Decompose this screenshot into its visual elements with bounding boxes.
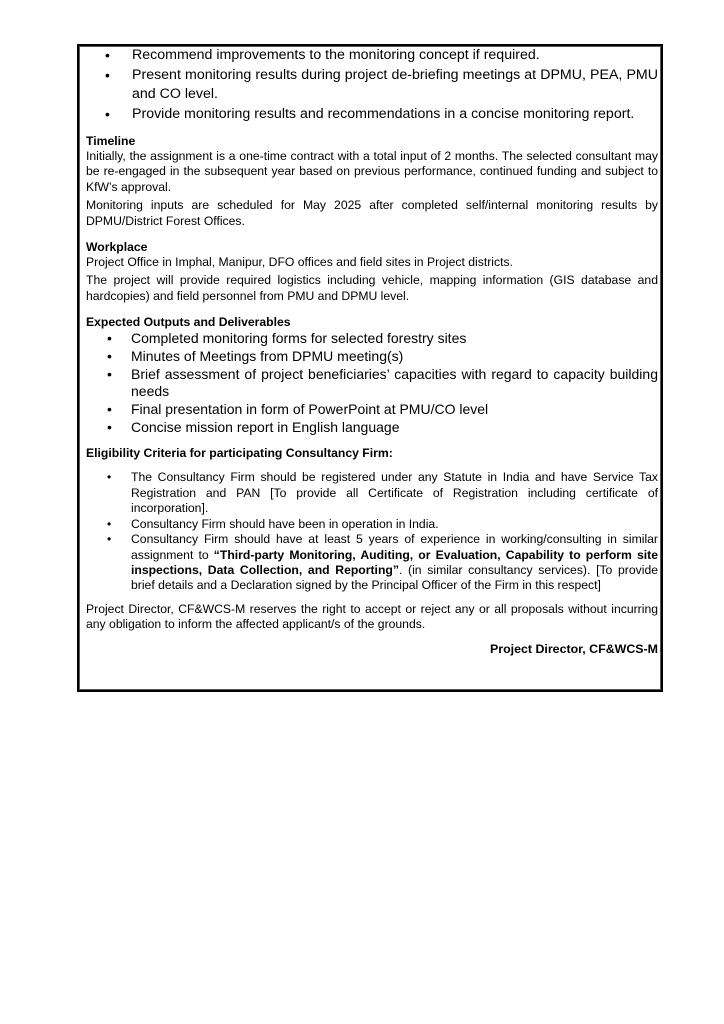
eligibility-item3-bold: “Third-party Monitoring, Auditing, or Evaluation, Capability to perform site inspections, Data Collection, and Reporting” (131, 547, 658, 577)
timeline-paragraph-1: Initially, the assignment is a one-time contract with a total input of 2 months. The selected consultant may be re-engaged in the subsequent year based on previous performance, continued funding and subject to KfW’s approval. (86, 149, 658, 194)
document-body (86, 46, 658, 657)
workplace-paragraph-2: The project will provide required logistics including vehicle, mapping information (GIS database and hardcopies) and field personnel from PMU and DPMU level. (86, 273, 658, 303)
list-item (131, 532, 658, 594)
list-item: • Consultancy Firm should have been in operation in India. (131, 517, 658, 532)
list-item: • Concise mission report in English language (131, 419, 658, 437)
list-item: • The Consultancy Firm should be registered under any Statute in India and have Service Tax Registration and PAN [To provide all Certificate of Registration including certificate of incorporation]. (131, 470, 658, 516)
section-heading-workplace: Workplace (86, 240, 148, 255)
list-item: • Minutes of Meetings from DPMU meeting(s) (131, 348, 658, 366)
list-item: • Brief assessment of project beneficiaries’ capacities with regard to capacity building needs (131, 366, 658, 401)
closing-paragraph: Project Director, CF&WCS-M reserves the right to accept or reject any or all proposals without incurring any obligation to inform the affected applicant/s of the grounds. (86, 601, 658, 632)
eligibility-item3-tail: . (in similar consultancy services). [To provide brief details and a Declaration signed by the Principal Officer of the Firm in this respect] (131, 562, 659, 593)
list-item: • Recommend improvements to the monitoring concept if required. (132, 46, 658, 66)
list-item: • Present monitoring results during project de-briefing meetings at DPMU, PEA, PMU and CO level. (132, 66, 658, 105)
eligibility-item3-text: Consultancy Firm should have at least 5 years of experience in working/consulting in similar assignment to (131, 532, 658, 562)
list-item: • Provide monitoring results and recommendations in a concise monitoring report. (132, 105, 658, 125)
section-heading-timeline: Timeline (86, 134, 136, 148)
list-item: • Final presentation in form of PowerPoint at PMU/CO level (131, 401, 658, 419)
workplace-paragraph-1: Project Office in Imphal, Manipur, DFO offices and field sites in Project districts. (86, 255, 513, 270)
list-item: • Completed monitoring forms for selected forestry sites (131, 330, 658, 348)
timeline-paragraph-2: Monitoring inputs are scheduled for May 2025 after completed self/internal monitoring results by DPMU/District Forest Offices. (86, 198, 658, 228)
section-heading-outputs: Expected Outputs and Deliverables (86, 315, 291, 330)
section-heading-eligibility: Eligibility Criteria for participating Consultancy Firm: (86, 446, 393, 461)
outputs-list (86, 330, 658, 436)
eligibility-list (86, 470, 658, 593)
signature: Project Director, CF&WCS-M (490, 641, 658, 656)
top-bullet-list (86, 46, 658, 124)
